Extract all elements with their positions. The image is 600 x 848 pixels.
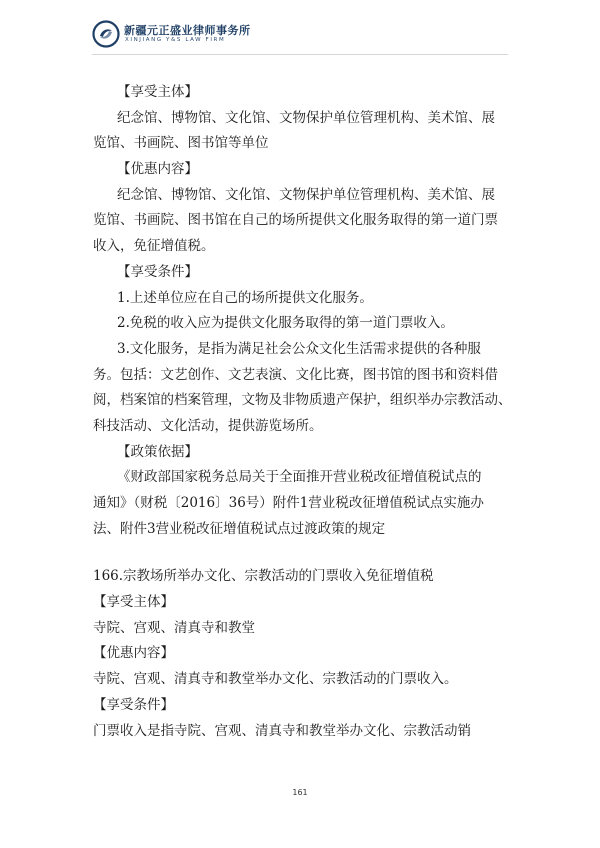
paragraph-line: 览馆、书画院、图书馆等单位	[93, 135, 269, 152]
list-item: 1.上述单位应在自己的场所提供文化服务。	[117, 289, 373, 306]
section-heading: 【享受条件】	[93, 696, 174, 713]
document-body	[93, 80, 515, 744]
paragraph-line: 寺院、宫观、清真寺和教堂举办文化、宗教活动的门票收入。	[93, 671, 458, 688]
paragraph-line: 门票收入是指寺院、宫观、清真寺和教堂举办文化、宗教活动销	[93, 722, 471, 739]
paragraph-line: 览馆、书画院、图书馆在自己的场所提供文化服务取得的第一道门票	[93, 212, 498, 229]
paragraph-line: 法、附件3营业税改征增值税试点过渡政策的规定	[93, 520, 386, 537]
list-item: 3.文化服务，是指为满足社会公众文化生活需求提供的各种服	[117, 340, 481, 357]
article-title: 166.宗教场所举办文化、宗教活动的门票收入免征增值税	[93, 568, 434, 585]
paragraph-line: 务。包括：文艺创作、文艺表演、文化比赛，图书馆的图书和资料借	[93, 366, 498, 383]
section-heading: 【优惠内容】	[93, 645, 174, 662]
paragraph-line: 《财政部国家税务总局关于全面推开营业税改征增值税试点的	[117, 469, 482, 486]
section-heading: 【享受主体】	[117, 84, 198, 100]
section-heading: 【享受主体】	[93, 594, 174, 611]
section-heading: 【政策依据】	[117, 443, 198, 460]
paragraph-line: 通知》（财税〔2016〕36号）附件1营业税改征增值税试点实施办	[93, 495, 484, 511]
paragraph-line: 科技活动、文化活动，提供游览场所。	[93, 417, 323, 434]
header-divider	[92, 54, 508, 55]
paragraph-line: 阅，档案馆的档案管理，文物及非物质遗产保护，组织举办宗教活动、	[93, 392, 512, 409]
letterhead	[92, 18, 512, 52]
paragraph-line: 寺院、宫观、清真寺和教堂	[93, 619, 255, 636]
section-heading: 【享受条件】	[117, 263, 198, 280]
list-item: 2.免税的收入应为提供文化服务取得的第一道门票收入。	[117, 315, 454, 332]
paragraph-line: 纪念馆、博物馆、文化馆、文物保护单位管理机构、美术馆、展	[117, 109, 495, 126]
page-number: 161	[292, 788, 308, 797]
paragraph-line: 纪念馆、博物馆、文化馆、文物保护单位管理机构、美术馆、展	[117, 186, 495, 203]
section-gap	[93, 542, 515, 564]
paragraph-line: 收入，免征增值税。	[93, 238, 215, 255]
firm-name-en: XINJIANG Y&S LAW FIRM	[125, 37, 226, 43]
section-heading: 【优惠内容】	[117, 161, 198, 178]
firm-logo-icon	[92, 20, 120, 48]
firm-name: 新疆元正盛业律师事务所	[124, 24, 251, 37]
